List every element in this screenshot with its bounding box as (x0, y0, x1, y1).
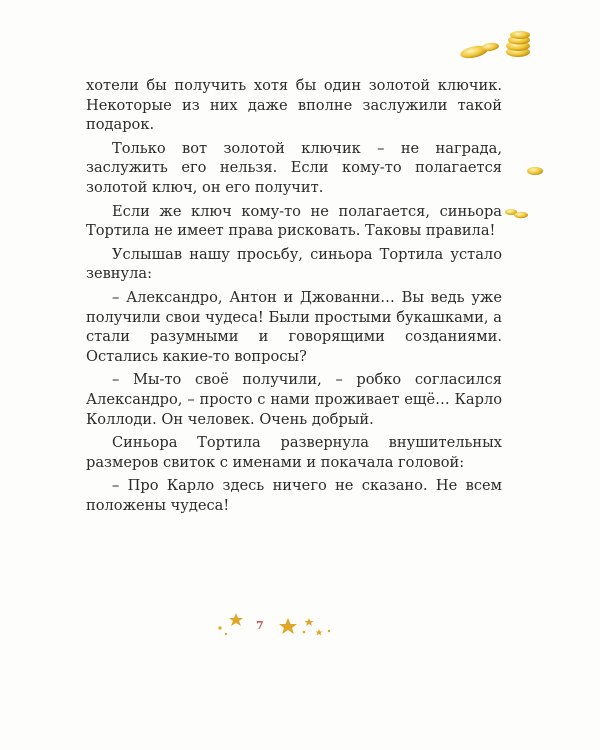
gold-coins-icon (448, 28, 544, 64)
paragraph-2: Только вот золотой ключик – не награда, заслужить его нельзя. Если кому-то полагается золотой ключ, он его получит. (86, 139, 502, 196)
paragraph-7: Синьора Тортила развернула внушительных размеров свиток с именами и покачала головой: (86, 434, 502, 471)
paragraph-5: – Александро, Антон и Джованни… Вы ведь уже получили свои чудеса! Были простыми букашками, а стали разумными и говорящими созданиями. Остались какие-то вопросы? (86, 288, 502, 365)
paragraph-8: – Про Карло здесь ничего не сказано. Не всем положены чудеса! (86, 477, 502, 514)
paragraph-4: Услышав нашу просьбу, синьора Тортила устало зевнула: (86, 245, 502, 283)
gold-coin-icon (524, 164, 546, 178)
paragraph-1: хотели бы получить хотя бы один золотой ключик. Некоторые из них даже вполне заслужили такой подарок. (86, 77, 502, 134)
gold-coins-small-icon (502, 204, 532, 222)
paragraph-6: – Мы-то своё получили, – робко согласился Александро, – просто с нами проживает ещё… Карло Коллоди. Он человек. Очень добрый. (86, 371, 502, 428)
page-text (86, 76, 502, 515)
page-number: 7 (256, 619, 264, 632)
paragraph-3: Если же ключ кому-то не полагается, синьора Тортила не имеет права рисковать. Таковы правила! (86, 202, 502, 240)
footer-stars-icon (208, 610, 338, 640)
